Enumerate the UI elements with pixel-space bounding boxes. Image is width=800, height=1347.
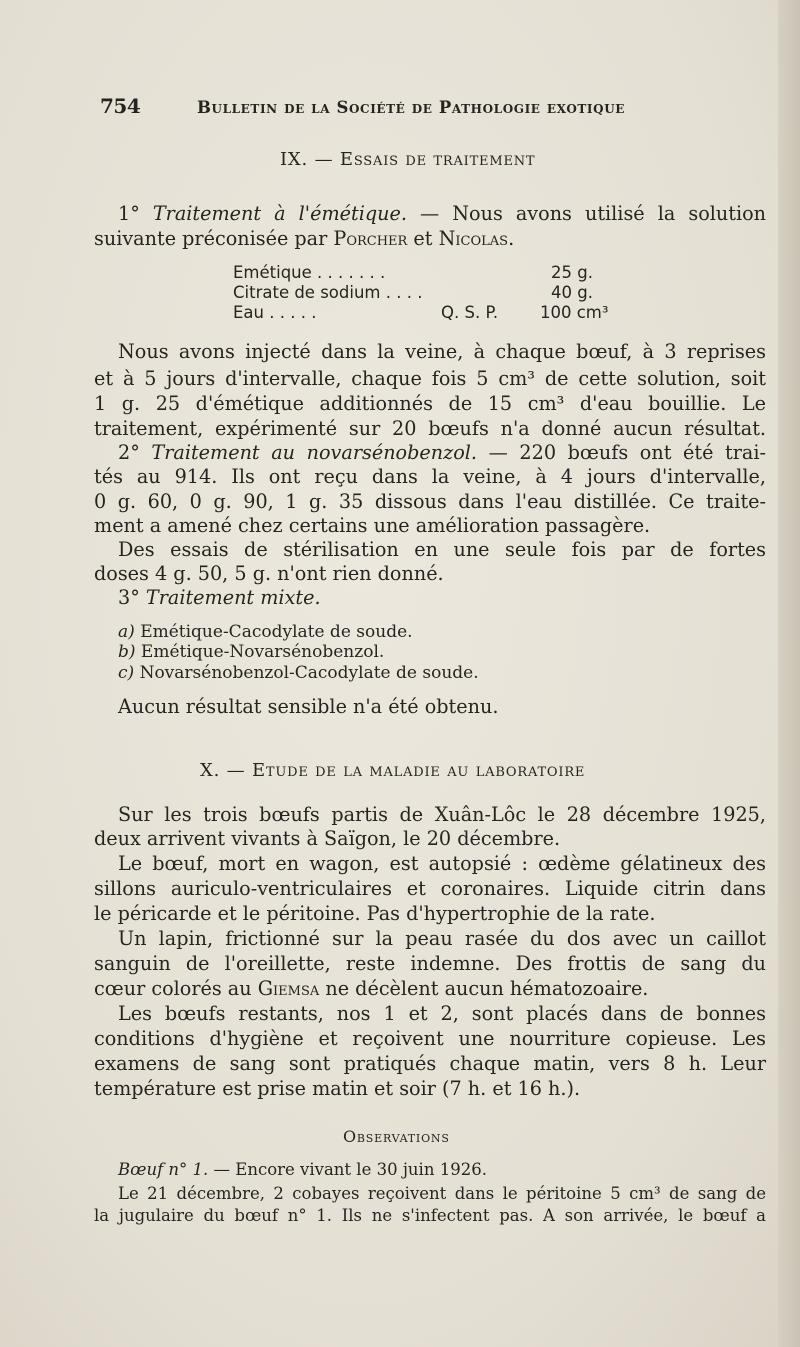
- paragraph-line: Nous avons injecté dans la veine, à chaque bœuf, à 3 reprises: [118, 340, 766, 363]
- paragraph-emetique-line2: suivante préconisée par Porcher et Nicolas.: [94, 227, 515, 250]
- paragraph-line-giemsa: cœur colorés au Giemsa ne décèlent aucun hématozoaire.: [94, 977, 649, 1000]
- list-item: a) Emétique-Cacodylate de soude.: [118, 622, 413, 642]
- paragraph-mixte: 3° Traitement mixte.: [118, 586, 321, 609]
- recipe-row: Eau . . . . .: [233, 303, 317, 322]
- paragraph-line: et à 5 jours d'intervalle, chaque fois 5 cm³ de cette solution, soit: [94, 367, 766, 390]
- paragraph-line: sanguin de l'oreillette, reste indemne. Des frottis de sang du: [94, 952, 766, 975]
- paragraph-line: doses 4 g. 50, 5 g. n'ont rien donné.: [94, 562, 444, 585]
- recipe-value: 100 cm³: [540, 303, 609, 322]
- paragraph-line: tés au 914. Ils ont reçu dans la veine, à 4 jours d'intervalle,: [94, 465, 766, 488]
- paragraph-emetique-line1: 1° Traitement à l'émétique. — Nous avons utilisé la solution: [118, 202, 766, 225]
- paragraph-line: le péricarde et le péritoine. Pas d'hypertrophie de la rate.: [94, 902, 656, 925]
- page-edge: [778, 0, 800, 1347]
- paragraph-line: Le 21 décembre, 2 cobayes reçoivent dans le péritoine 5 cm³ de sang de: [118, 1184, 766, 1203]
- running-title: Bulletin de la Société de Pathologie exotique: [197, 98, 626, 117]
- paragraph-line: Le bœuf, mort en wagon, est autopsié : œdème gélatineux des: [118, 852, 766, 875]
- observations-title: Observations: [343, 1127, 450, 1146]
- paragraph-line: sillons auriculo-ventriculaires et coronaires. Liquide citrin dans: [94, 877, 766, 900]
- paragraph-line: traitement, expérimenté sur 20 bœufs n'a donné aucun résultat.: [94, 417, 766, 440]
- section-title-x: X. — Etude de la maladie au laboratoire: [200, 760, 586, 781]
- paragraph-line: Aucun résultat sensible n'a été obtenu.: [118, 695, 499, 718]
- section-title-ix: IX. — Essais de traitement: [280, 149, 536, 170]
- recipe-row: Citrate de sodium . . . .: [233, 283, 423, 302]
- recipe-value: 40 g.: [551, 283, 593, 302]
- recipe-row: Emétique . . . . . . .: [233, 263, 386, 282]
- recipe-qty: Q. S. P.: [441, 303, 499, 322]
- paragraph-line: Des essais de stérilisation en une seule fois par de fortes: [118, 538, 766, 561]
- page-number: 754: [100, 94, 141, 118]
- paragraph-line: Sur les trois bœufs partis de Xuân-Lôc le 28 décembre 1925,: [118, 803, 766, 826]
- paragraph-line: 1 g. 25 d'émétique additionnés de 15 cm³ d'eau bouillie. Le: [94, 392, 766, 415]
- list-item: b) Emétique-Novarsénobenzol.: [118, 642, 385, 662]
- observation-heading: Bœuf n° 1. — Encore vivant le 30 juin 1926.: [118, 1160, 487, 1179]
- list-item: c) Novarsénobenzol-Cacodylate de soude.: [118, 663, 479, 683]
- paragraph-line: 0 g. 60, 0 g. 90, 1 g. 35 dissous dans l'eau distillée. Ce traite-: [94, 490, 766, 513]
- paragraph-line: conditions d'hygiène et reçoivent une nourriture copieuse. Les: [94, 1027, 766, 1050]
- paragraph-line: deux arrivent vivants à Saïgon, le 20 décembre.: [94, 827, 561, 850]
- paragraph-line: température est prise matin et soir (7 h. et 16 h.).: [94, 1077, 581, 1100]
- paragraph-line: examens de sang sont pratiqués chaque matin, vers 8 h. Leur: [94, 1052, 766, 1075]
- recipe-value: 25 g.: [551, 263, 593, 282]
- paragraph-line: la jugulaire du bœuf n° 1. Ils ne s'infectent pas. A son arrivée, le bœuf a: [94, 1206, 766, 1225]
- paragraph-line: ment a amené chez certains une amélioration passagère.: [94, 514, 651, 537]
- paragraph-line: Un lapin, frictionné sur la peau rasée du dos avec un caillot: [118, 927, 766, 950]
- paragraph-line: Les bœufs restants, nos 1 et 2, sont placés dans de bonnes: [118, 1002, 766, 1025]
- paragraph-novarseno-line1: 2° Traitement au novarsénobenzol. — 220 bœufs ont été trai-: [118, 441, 766, 464]
